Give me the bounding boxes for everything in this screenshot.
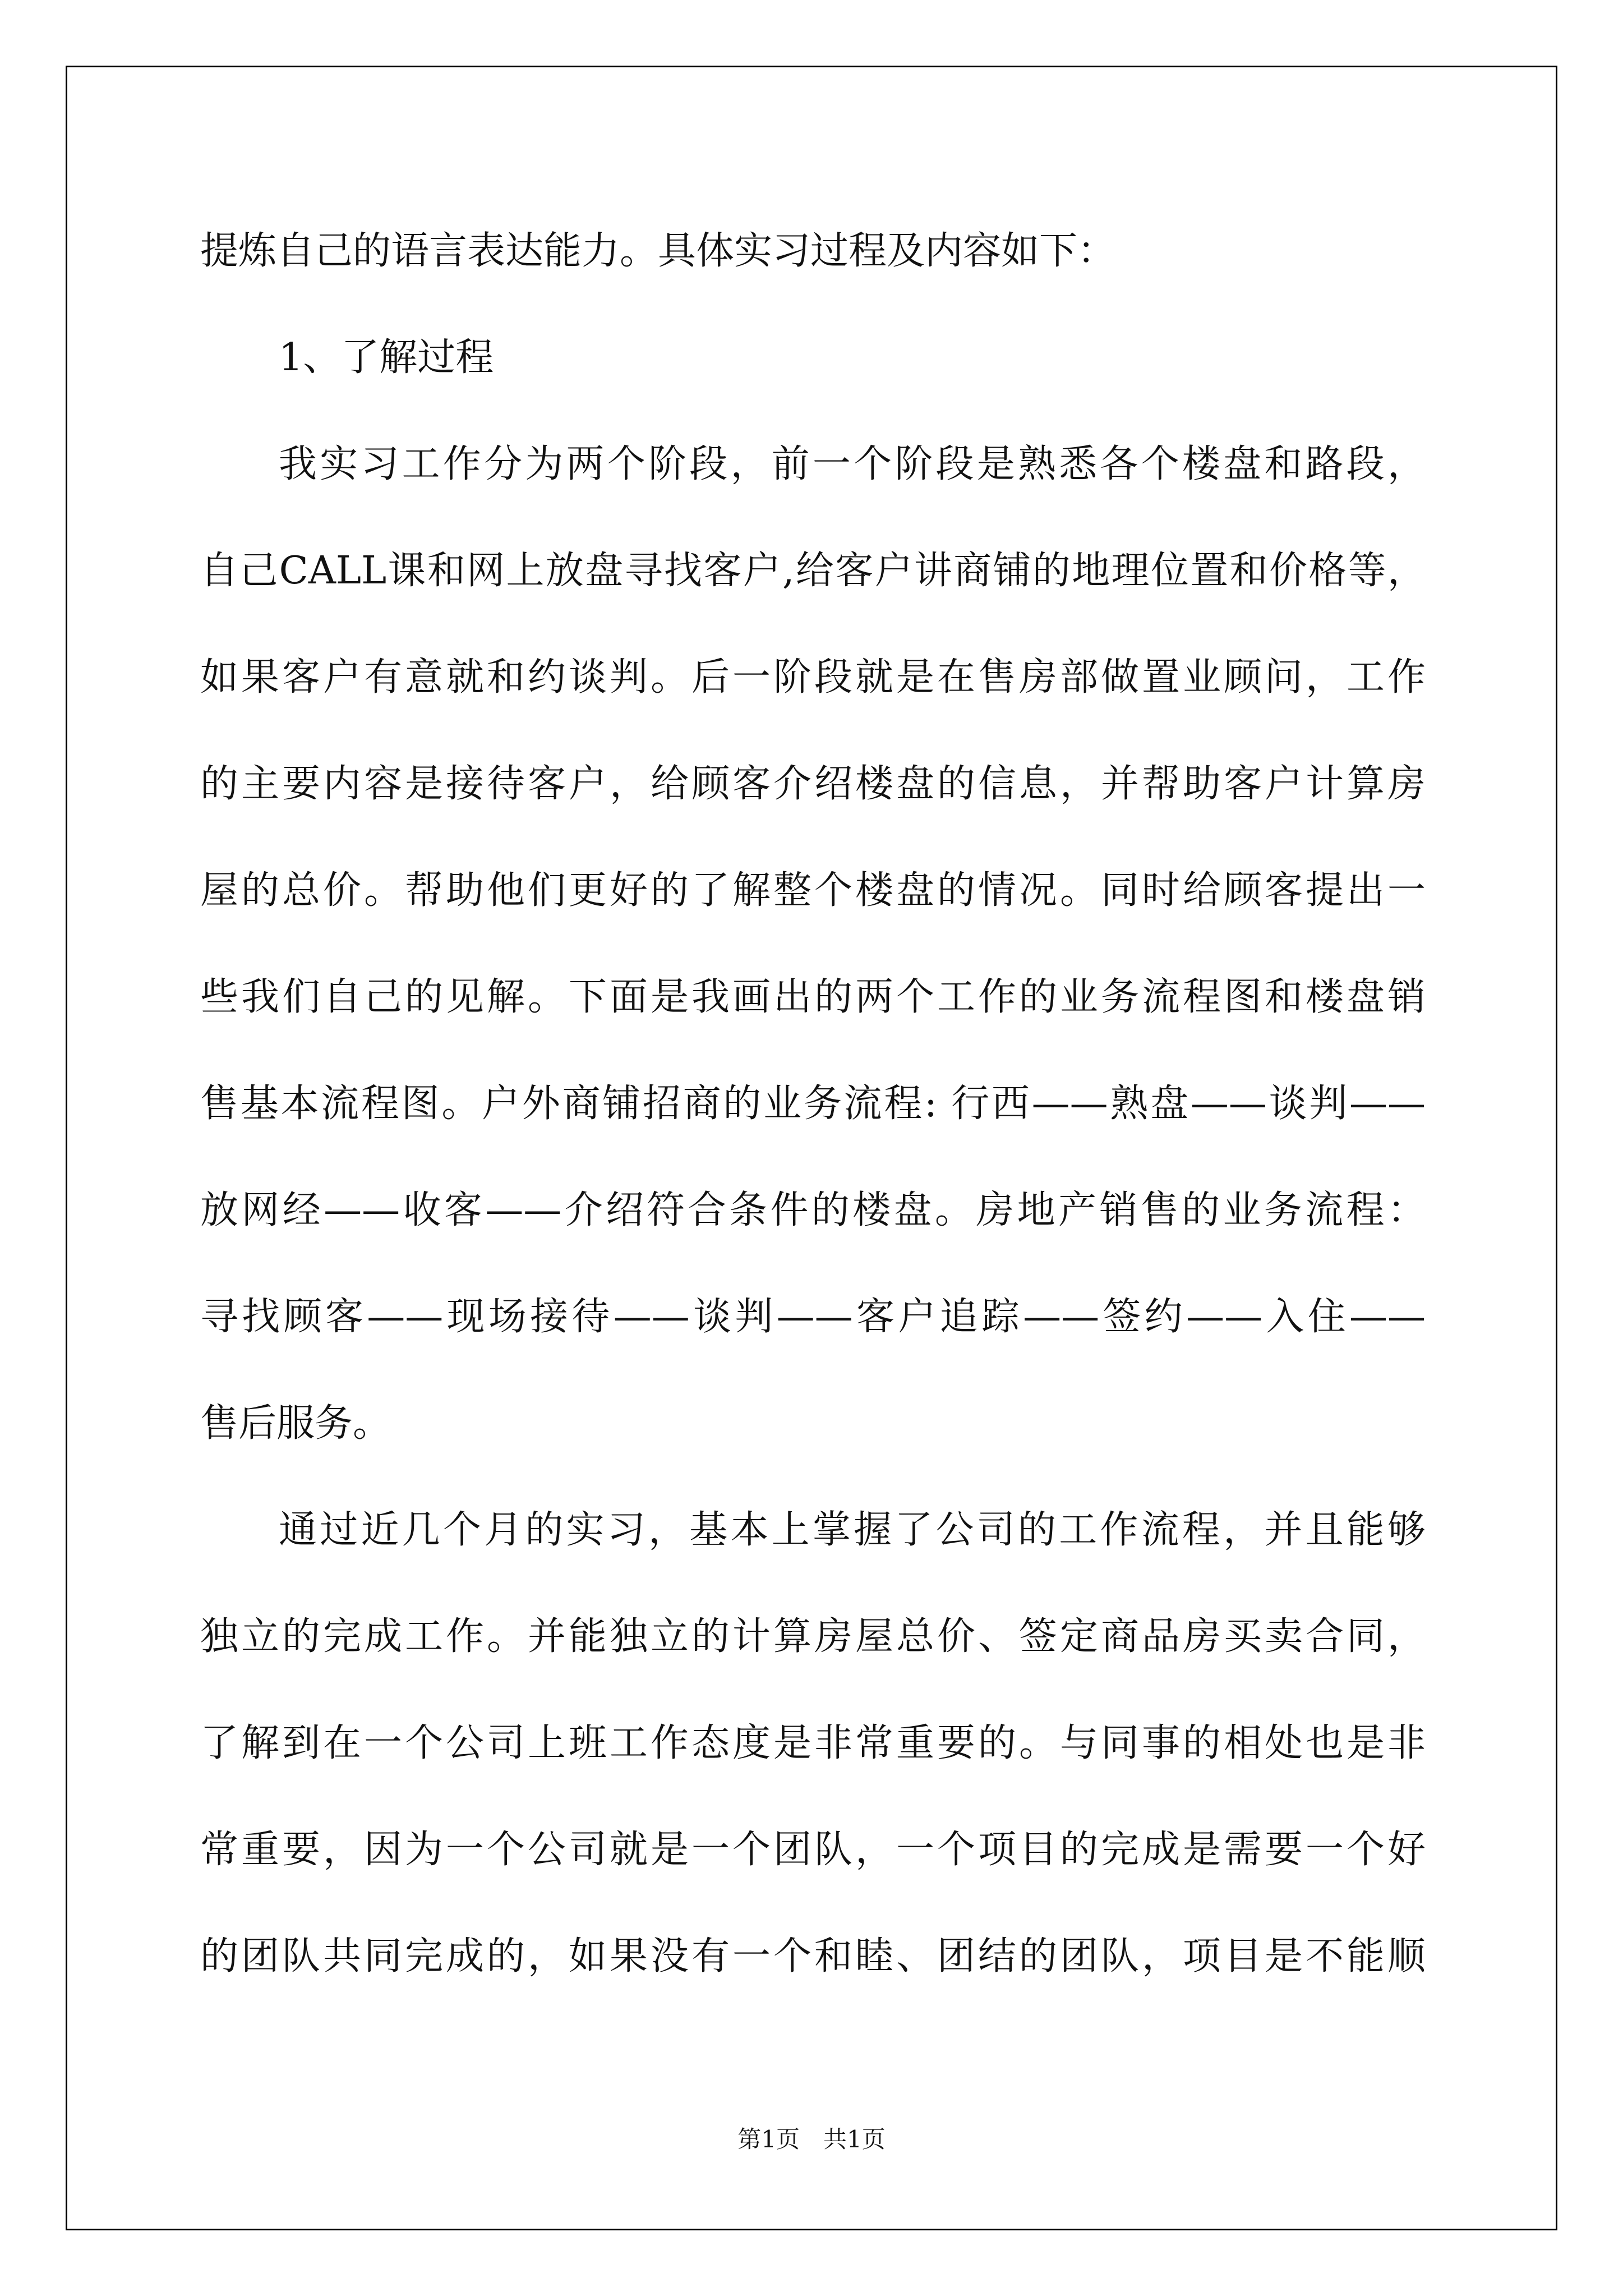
text-line: 的团队共同完成的，如果没有一个和睦、团结的团队，项目是不能顺: [200, 1934, 1426, 1978]
text-line: 通过近几个月的实习，基本上掌握了公司的工作流程，并且能够: [279, 1508, 1426, 1552]
text-line: 放网经——收客——介绍符合条件的楼盘。房地产销售的业务流程：: [200, 1188, 1426, 1232]
text-line: 些我们自己的见解。下面是我画出的两个工作的业务流程图和楼盘销: [200, 975, 1426, 1019]
text-line: 寻找顾客——现场接待——谈判——客户追踪——签约——入住——: [200, 1295, 1426, 1339]
text-line: 屋的总价。帮助他们更好的了解整个楼盘的情况。同时给顾客提出一: [200, 868, 1426, 913]
text-line: 自己CALL课和网上放盘寻找客户,给客户讲商铺的地理位置和价格等，: [200, 549, 1426, 593]
text-line: 常重要，因为一个公司就是一个团队，一个项目的完成是需要一个好: [200, 1828, 1426, 1872]
page-number-footer: 第1页 共1页: [737, 2125, 886, 2153]
text-line: 我实习工作分为两个阶段，前一个阶段是熟悉各个楼盘和路段，: [279, 442, 1426, 486]
body-text: [200, 198, 1426, 2010]
text-line: 了解到在一个公司上班工作态度是非常重要的。与同事的相处也是非: [200, 1721, 1426, 1765]
text-line: 独立的完成工作。并能独立的计算房屋总价、签定商品房买卖合同，: [200, 1614, 1426, 1659]
text-line: 如果客户有意就和约谈判。后一阶段就是在售房部做置业顾问，工作: [200, 655, 1426, 700]
section-heading: 1、了解过程: [279, 335, 494, 380]
text-line: 售后服务。: [200, 1401, 391, 1446]
text-line: 的主要内容是接待客户，给顾客介绍楼盘的信息，并帮助客户计算房: [200, 762, 1426, 806]
text-line: 售基本流程图。户外商铺招商的业务流程: 行西——熟盘——谈判——: [200, 1082, 1426, 1126]
text-line: 提炼自己的语言表达能力。具体实习过程及内容如下：: [200, 229, 1116, 273]
